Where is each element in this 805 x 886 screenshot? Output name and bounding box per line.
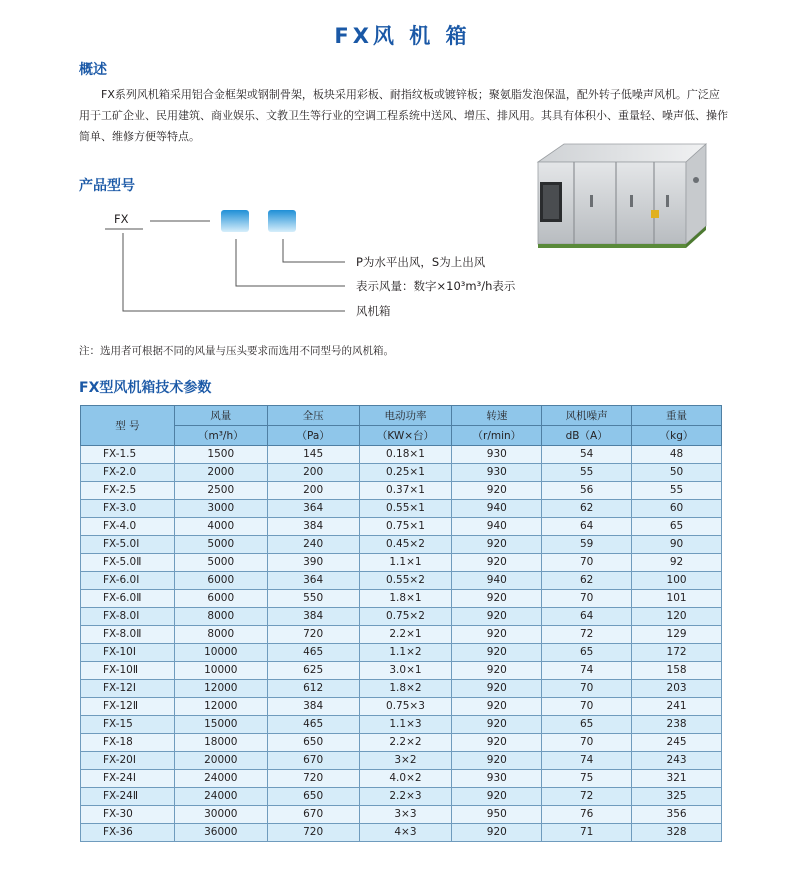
cell-model: FX-6.0Ⅱ (81, 590, 175, 608)
cell-weight: 55 (632, 482, 722, 500)
cell-weight: 50 (632, 464, 722, 482)
cell-pressure: 384 (267, 698, 359, 716)
cell-speed: 940 (452, 500, 542, 518)
cell-power: 0.45×2 (359, 536, 452, 554)
table-row (81, 788, 722, 806)
cell-pressure: 240 (267, 536, 359, 554)
cell-airflow: 6000 (174, 590, 267, 608)
cell-model: FX-8.0Ⅱ (81, 626, 175, 644)
cell-weight: 245 (632, 734, 722, 752)
cell-speed: 940 (452, 518, 542, 536)
cell-model: FX-5.0Ⅰ (81, 536, 175, 554)
cell-noise: 70 (542, 698, 632, 716)
cell-speed: 920 (452, 536, 542, 554)
cell-pressure: 650 (267, 788, 359, 806)
outlet-type-label: P为水平出风，S为上出风 (356, 255, 486, 269)
spec-table-body (81, 446, 722, 842)
cell-weight: 203 (632, 680, 722, 698)
cell-airflow: 24000 (174, 788, 267, 806)
cell-model: FX-24Ⅱ (81, 788, 175, 806)
cell-weight: 90 (632, 536, 722, 554)
table-row (81, 518, 722, 536)
cell-model: FX-10Ⅰ (81, 644, 175, 662)
cell-speed: 920 (452, 824, 542, 842)
cell-airflow: 10000 (174, 662, 267, 680)
cell-noise: 55 (542, 464, 632, 482)
table-row (81, 608, 722, 626)
cell-airflow: 24000 (174, 770, 267, 788)
header-model: 型 号 (81, 406, 175, 446)
cell-weight: 241 (632, 698, 722, 716)
cell-airflow: 15000 (174, 716, 267, 734)
cell-airflow: 3000 (174, 500, 267, 518)
table-row (81, 590, 722, 608)
cell-noise: 65 (542, 644, 632, 662)
table-row (81, 536, 722, 554)
cell-power: 3×3 (359, 806, 452, 824)
header-speed-unit: （r/min） (452, 426, 542, 446)
cell-airflow: 12000 (174, 680, 267, 698)
table-row (81, 446, 722, 464)
cell-weight: 158 (632, 662, 722, 680)
cell-airflow: 6000 (174, 572, 267, 590)
cell-model: FX-2.5 (81, 482, 175, 500)
cell-speed: 920 (452, 716, 542, 734)
table-row (81, 482, 722, 500)
cell-weight: 120 (632, 608, 722, 626)
cell-weight: 100 (632, 572, 722, 590)
cell-noise: 70 (542, 590, 632, 608)
header-noise-unit: dB（A） (542, 426, 632, 446)
cell-power: 3×2 (359, 752, 452, 770)
cell-power: 2.2×1 (359, 626, 452, 644)
overview-heading: 概述 (79, 62, 107, 78)
cell-pressure: 670 (267, 752, 359, 770)
cell-model: FX-6.0Ⅰ (81, 572, 175, 590)
cell-weight: 243 (632, 752, 722, 770)
cell-noise: 70 (542, 680, 632, 698)
header-weight-unit: （kg） (632, 426, 722, 446)
table-row (81, 752, 722, 770)
cell-weight: 65 (632, 518, 722, 536)
cell-noise: 74 (542, 752, 632, 770)
header-weight: 重量 (632, 406, 722, 426)
cell-weight: 321 (632, 770, 722, 788)
cell-power: 0.55×1 (359, 500, 452, 518)
cell-power: 3.0×1 (359, 662, 452, 680)
header-power: 电动功率 (359, 406, 452, 426)
cell-power: 4.0×2 (359, 770, 452, 788)
cell-power: 1.8×2 (359, 680, 452, 698)
table-row (81, 662, 722, 680)
cell-model: FX-30 (81, 806, 175, 824)
airflow-label: 表示风量：数字×10³m³/h表示 (356, 279, 516, 293)
cell-speed: 920 (452, 698, 542, 716)
cell-pressure: 200 (267, 464, 359, 482)
cell-model: FX-12Ⅱ (81, 698, 175, 716)
cell-noise: 71 (542, 824, 632, 842)
cell-pressure: 390 (267, 554, 359, 572)
cell-pressure: 145 (267, 446, 359, 464)
table-row (81, 770, 722, 788)
cell-noise: 74 (542, 662, 632, 680)
cell-power: 0.37×1 (359, 482, 452, 500)
table-row (81, 572, 722, 590)
cell-airflow: 36000 (174, 824, 267, 842)
cell-speed: 920 (452, 626, 542, 644)
cell-airflow: 5000 (174, 536, 267, 554)
cell-pressure: 200 (267, 482, 359, 500)
cell-weight: 48 (632, 446, 722, 464)
cell-airflow: 10000 (174, 644, 267, 662)
cell-speed: 920 (452, 554, 542, 572)
cell-speed: 920 (452, 734, 542, 752)
cell-noise: 65 (542, 716, 632, 734)
cell-noise: 62 (542, 500, 632, 518)
cell-model: FX-2.0 (81, 464, 175, 482)
cell-noise: 70 (542, 734, 632, 752)
cell-speed: 930 (452, 464, 542, 482)
header-airflow: 风量 (174, 406, 267, 426)
cell-pressure: 364 (267, 572, 359, 590)
cell-model: FX-5.0Ⅱ (81, 554, 175, 572)
cell-power: 1.1×3 (359, 716, 452, 734)
cell-pressure: 465 (267, 716, 359, 734)
cell-pressure: 384 (267, 608, 359, 626)
cell-airflow: 1500 (174, 446, 267, 464)
cell-power: 4×3 (359, 824, 452, 842)
cell-pressure: 720 (267, 626, 359, 644)
cell-speed: 920 (452, 608, 542, 626)
cell-pressure: 364 (267, 500, 359, 518)
cell-model: FX-15 (81, 716, 175, 734)
table-row (81, 698, 722, 716)
cell-model: FX-4.0 (81, 518, 175, 536)
header-pressure: 全压 (267, 406, 359, 426)
cell-power: 0.75×2 (359, 608, 452, 626)
spec-table (80, 405, 722, 842)
cell-noise: 56 (542, 482, 632, 500)
cell-pressure: 670 (267, 806, 359, 824)
table-row (81, 500, 722, 518)
cell-speed: 920 (452, 680, 542, 698)
product-name-label: 风机箱 (356, 304, 391, 318)
cell-weight: 101 (632, 590, 722, 608)
table-row (81, 824, 722, 842)
cell-speed: 930 (452, 446, 542, 464)
cell-speed: 920 (452, 752, 542, 770)
table-row (81, 680, 722, 698)
cell-airflow: 18000 (174, 734, 267, 752)
cell-power: 0.75×3 (359, 698, 452, 716)
header-pressure-unit: （Pa） (267, 426, 359, 446)
cell-speed: 930 (452, 770, 542, 788)
cell-pressure: 384 (267, 518, 359, 536)
cell-noise: 62 (542, 572, 632, 590)
model-heading: 产品型号 (79, 178, 135, 194)
cell-speed: 920 (452, 482, 542, 500)
cell-power: 0.25×1 (359, 464, 452, 482)
cell-airflow: 4000 (174, 518, 267, 536)
model-prefix: FX (114, 212, 129, 226)
cell-noise: 64 (542, 608, 632, 626)
cell-weight: 172 (632, 644, 722, 662)
selection-note: 注：选用者可根据不同的风量与压头要求而选用不同型号的风机箱。 (79, 345, 394, 357)
cell-noise: 54 (542, 446, 632, 464)
cell-speed: 920 (452, 644, 542, 662)
cell-weight: 129 (632, 626, 722, 644)
cell-pressure: 650 (267, 734, 359, 752)
overview-paragraph: FX系列风机箱采用铝合金框架或钢制骨架，板块采用彩板、耐指纹板或镀锌板；聚氨脂发泡保温，配外转子低噪声风机。广泛应用于工矿企业、民用建筑、商业娱乐、文教卫生等行业的空调工程系统中送风、增压、排风用。其具有体积小、重量轻、噪声低、操作简单、维修方便等特点。 (79, 88, 728, 143)
cell-power: 2.2×3 (359, 788, 452, 806)
cell-model: FX-24Ⅰ (81, 770, 175, 788)
cell-model: FX-10Ⅱ (81, 662, 175, 680)
cell-speed: 920 (452, 662, 542, 680)
table-row (81, 716, 722, 734)
cell-model: FX-20Ⅰ (81, 752, 175, 770)
cell-power: 2.2×2 (359, 734, 452, 752)
cell-noise: 76 (542, 806, 632, 824)
table-row (81, 734, 722, 752)
cell-model: FX-8.0Ⅰ (81, 608, 175, 626)
cell-model: FX-18 (81, 734, 175, 752)
cell-pressure: 550 (267, 590, 359, 608)
table-row (81, 644, 722, 662)
cell-airflow: 8000 (174, 626, 267, 644)
header-power-unit: （KW×台） (359, 426, 452, 446)
cell-power: 0.55×2 (359, 572, 452, 590)
cell-noise: 70 (542, 554, 632, 572)
header-speed: 转速 (452, 406, 542, 426)
cell-weight: 328 (632, 824, 722, 842)
cell-pressure: 625 (267, 662, 359, 680)
cell-weight: 238 (632, 716, 722, 734)
cell-speed: 920 (452, 590, 542, 608)
header-noise: 风机噪声 (542, 406, 632, 426)
cell-weight: 60 (632, 500, 722, 518)
cell-airflow: 20000 (174, 752, 267, 770)
cell-model: FX-3.0 (81, 500, 175, 518)
cell-noise: 72 (542, 788, 632, 806)
cell-pressure: 465 (267, 644, 359, 662)
cell-airflow: 30000 (174, 806, 267, 824)
cell-model: FX-12Ⅰ (81, 680, 175, 698)
table-heading: FX型风机箱技术参数 (79, 380, 212, 396)
table-row (81, 554, 722, 572)
air-handler-unit-image (526, 140, 708, 252)
header-airflow-unit: （m³/h） (174, 426, 267, 446)
cell-power: 0.18×1 (359, 446, 452, 464)
table-row (81, 464, 722, 482)
cell-noise: 75 (542, 770, 632, 788)
cell-pressure: 612 (267, 680, 359, 698)
cell-pressure: 720 (267, 770, 359, 788)
cell-noise: 59 (542, 536, 632, 554)
table-row (81, 626, 722, 644)
cell-weight: 325 (632, 788, 722, 806)
cell-airflow: 8000 (174, 608, 267, 626)
cell-noise: 64 (542, 518, 632, 536)
cell-speed: 950 (452, 806, 542, 824)
cell-pressure: 720 (267, 824, 359, 842)
cell-power: 1.8×1 (359, 590, 452, 608)
cell-airflow: 2000 (174, 464, 267, 482)
cell-speed: 920 (452, 788, 542, 806)
cell-airflow: 12000 (174, 698, 267, 716)
cell-model: FX-36 (81, 824, 175, 842)
cell-weight: 356 (632, 806, 722, 824)
cell-model: FX-1.5 (81, 446, 175, 464)
cell-power: 0.75×1 (359, 518, 452, 536)
cell-noise: 72 (542, 626, 632, 644)
cell-airflow: 5000 (174, 554, 267, 572)
cell-power: 1.1×2 (359, 644, 452, 662)
cell-speed: 940 (452, 572, 542, 590)
cell-weight: 92 (632, 554, 722, 572)
cell-power: 1.1×1 (359, 554, 452, 572)
cell-airflow: 2500 (174, 482, 267, 500)
page-title: FX风 机 箱 (334, 24, 471, 48)
table-row (81, 806, 722, 824)
